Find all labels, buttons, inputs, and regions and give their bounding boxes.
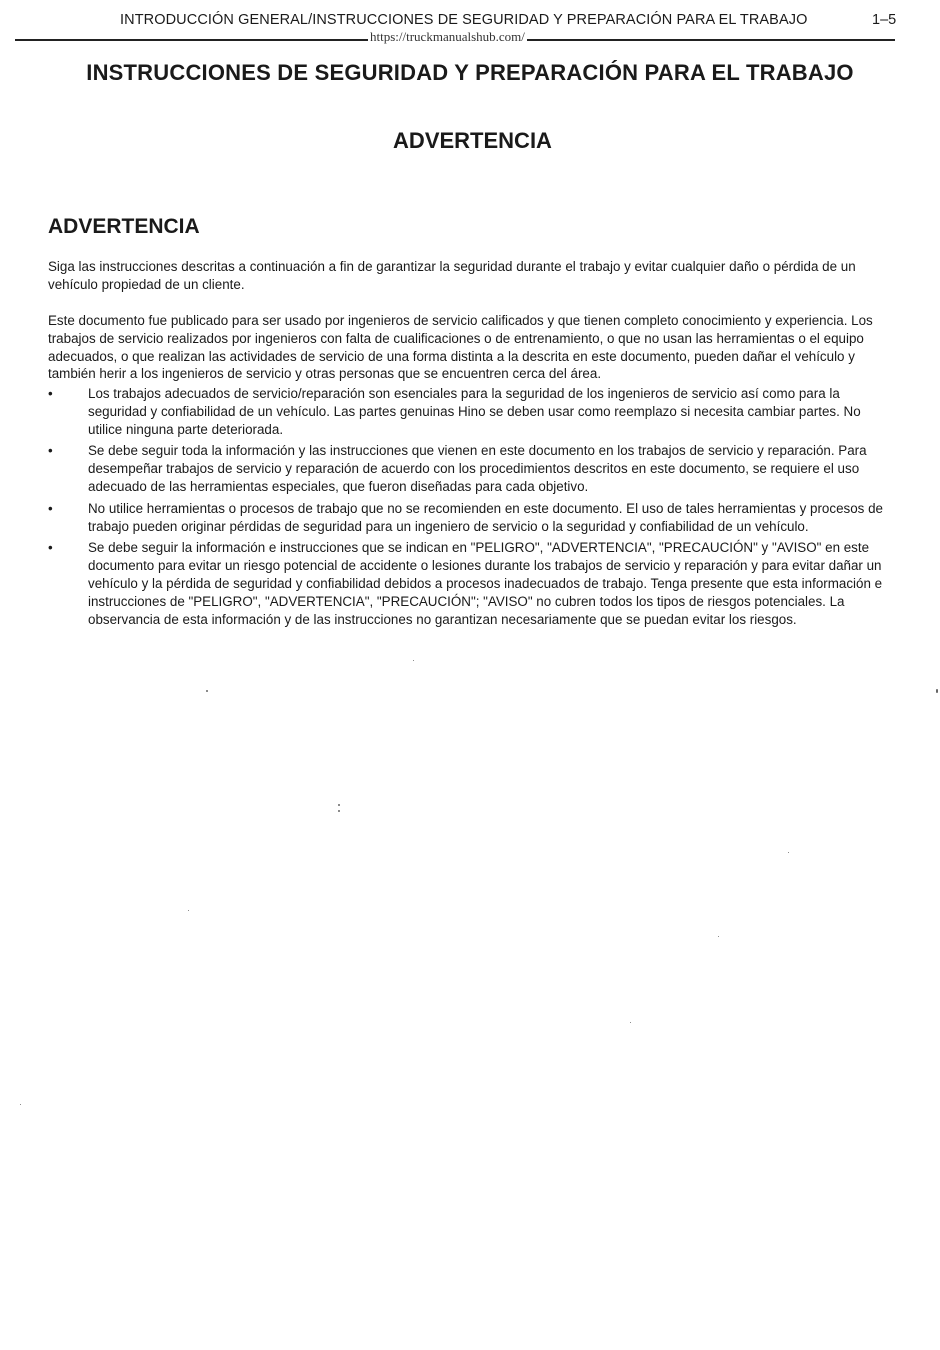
scan-speck — [338, 810, 340, 812]
bullet-text: Se debe seguir toda la información y las instrucciones que vienen en este documento en los trabajos de servicio y reparación. Para desempeñar trabajos de servicio y reparación de acuerdo con los procedimientos descritos en este documento, se requiere el uso adecuado de las herramientas especiales, que fueron diseñadas para cada objetivo. — [88, 443, 867, 494]
qualification-paragraph: Este documento fue publicado para ser usado por ingenieros de servicio calificados y que tienen completo conocimiento y experiencia. Los trabajos de servicio realizados por ingenieros con falta de cualificaciones o de entrenamiento, o que no usan las herramientas o el equipo adecuados, o que realizan las actividades de servicio de una forma distinta a la descrita en este documento, pueden dañar el vehículo y también herir a los ingenieros de servicio y otras personas que se encuentren cerca del área. — [48, 313, 873, 382]
page-number: 1–5 — [872, 12, 897, 28]
bullet-text: Los trabajos adecuados de servicio/reparación son esenciales para la seguridad de los ingenieros de servicio así como para la seguridad y confiabilidad de un vehículo. Las partes genuinas Hino se deben usar como reemplazo si necesita cambiar partes. No utilice ninguna parte deteriorada. — [88, 386, 861, 437]
scan-speck — [413, 660, 414, 661]
bullet-icon: • — [48, 386, 53, 401]
running-header — [0, 0, 940, 44]
bullet-text: Se debe seguir la información e instrucciones que se indican en "PELIGRO", "ADVERTENCIA", "PRECAUCIÓN" y "AVISO" en este documento para evitar un riesgo potencial de accidente o lesiones durante los trabajos de servicio y reparación y para evitar dañar un vehículo y la pérdida de seguridad y confiabilidad debidos a procesos inadecuados de trabajo. Tenga presente que esta información e instrucciones de "PELIGRO", "ADVERTENCIA", "PRECAUCIÓN"; "AVISO" no cubren todos los tipos de riesgos potenciales. La observancia de esta información y de las instrucciones no garantizan necesariamente que se puedan evitar los riesgos. — [88, 540, 883, 627]
watermark-url: https://truckmanualshub.com/ — [370, 29, 525, 44]
bullet-icon: • — [48, 443, 53, 459]
bullet-text: No utilice herramientas o procesos de trabajo que no se recomienden en este documento. El uso de tales herramientas y procesos de trabajo pueden originar pérdidas de seguridad para un ingeniero de servicio o la seguridad y confiabilidad de un vehículo. — [88, 500, 883, 534]
running-header-title: INTRODUCCIÓN GENERAL/INSTRUCCIONES DE SEGURIDAD Y PREPARACIÓN PARA EL TRABAJO — [120, 12, 808, 28]
intro-paragraph: Siga las instrucciones descritas a continuación a fin de garantizar la seguridad durante el trabajo y evitar cualquier daño o pérdida de un vehículo propiedad de un cliente. — [48, 259, 856, 292]
bullet-item-warning-labels — [48, 539, 898, 628]
scan-speck — [20, 1104, 21, 1105]
bullet-item-recommended-tools — [48, 500, 898, 536]
scan-speck — [206, 690, 208, 692]
scan-speck — [188, 910, 189, 911]
section-heading: ADVERTENCIA — [48, 215, 200, 238]
safety-bullet-list — [48, 385, 898, 632]
scan-speck — [630, 1022, 631, 1023]
bullet-icon: • — [48, 540, 53, 556]
bullet-icon: • — [48, 500, 53, 516]
scan-speck — [788, 852, 789, 853]
scan-speck — [718, 936, 719, 937]
scan-speck — [338, 804, 340, 806]
page-title: INSTRUCCIONES DE SEGURIDAD Y PREPARACIÓN PARA EL TRABAJO — [86, 60, 854, 85]
warning-banner-heading: ADVERTENCIA — [393, 128, 552, 153]
bullet-item-genuine-parts — [48, 385, 898, 438]
bullet-item-special-tools — [48, 442, 898, 495]
scan-speck — [936, 689, 938, 693]
